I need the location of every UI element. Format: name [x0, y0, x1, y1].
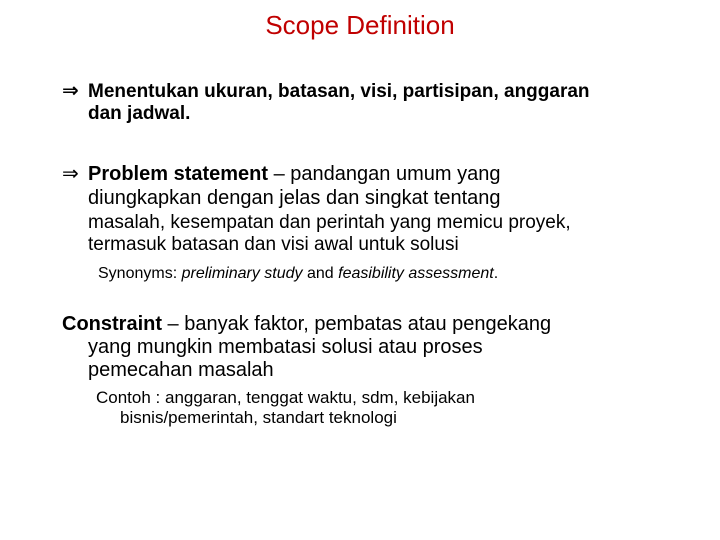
bullet-text-continued: termasuk batasan dan visi awal untuk solusi — [88, 234, 459, 255]
bullet-text-continued: diungkapkan dengan jelas dan singkat tentang — [88, 187, 501, 209]
synonyms-note — [62, 264, 702, 284]
synonym-term: feasibility assessment — [338, 265, 494, 282]
term-constraint: Constraint — [62, 313, 162, 335]
bullet-text-continued: dan jadwal. — [88, 103, 191, 124]
bullet-text: Menentukan ukuran, batasan, visi, partisipan, anggaran — [88, 81, 590, 102]
implies-arrow-icon: ⇒ — [62, 80, 79, 102]
bullet-line — [62, 162, 702, 186]
bullet-constraint — [62, 313, 702, 428]
slide-title: Scope Definition — [265, 10, 455, 40]
bullet-text: – pandangan umum yang — [268, 163, 501, 185]
bullet-scope-definition — [62, 80, 682, 125]
synonym-conjunction: and — [302, 265, 339, 282]
implies-arrow-icon: ⇒ — [62, 163, 79, 185]
example-line: Contoh : anggaran, tenggat waktu, sdm, kebijakan — [96, 388, 475, 407]
synonym-term: preliminary study — [181, 265, 303, 282]
bullet-line — [62, 313, 702, 336]
synonyms-label: Synonyms: — [98, 265, 182, 282]
bullet-text-continued: masalah, kesempatan dan perintah yang memicu proyek, — [88, 212, 571, 233]
synonym-period: . — [493, 265, 499, 282]
bullet-line — [62, 80, 682, 103]
bullet-text-continued: pemecahan masalah — [88, 359, 274, 381]
term-problem-statement: Problem statement — [88, 163, 269, 185]
bullet-problem-statement — [62, 162, 702, 284]
bullet-text: – banyak faktor, pembatas atau pengekang — [162, 313, 552, 335]
bullet-text-continued: yang mungkin membatasi solusi atau proses — [88, 336, 483, 358]
example-line-continued: bisnis/pemerintah, standart teknologi — [120, 408, 397, 427]
